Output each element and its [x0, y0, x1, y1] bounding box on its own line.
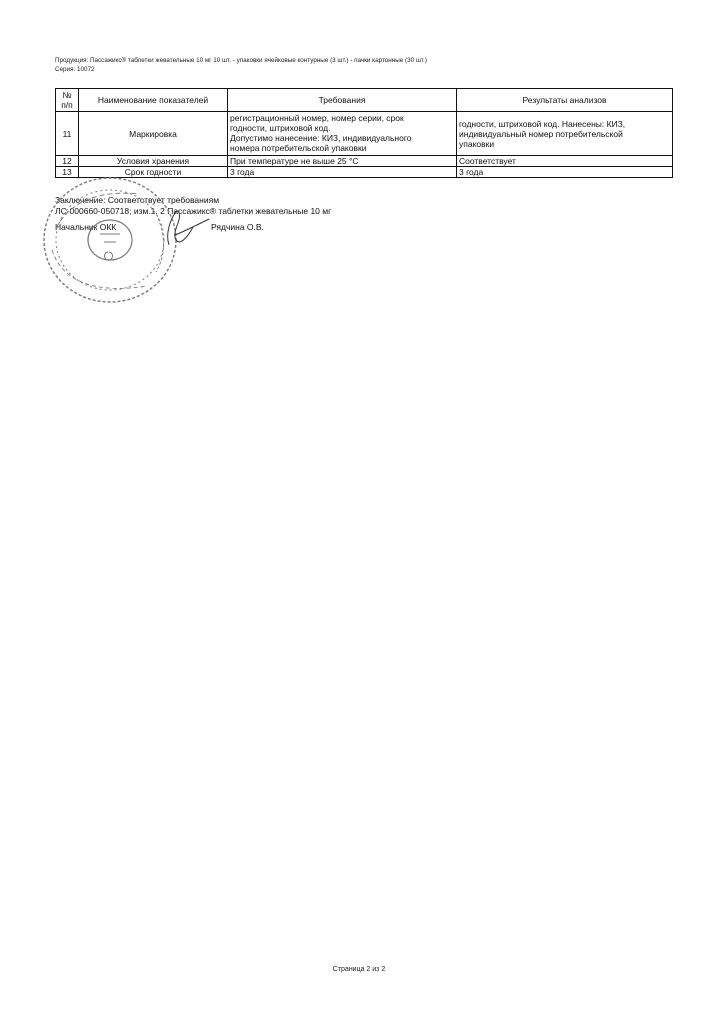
row-results [457, 112, 673, 156]
req-line: номера потребительской упаковки [230, 143, 367, 153]
conclusion-line: Заключение: Соответствует требованиям [55, 195, 220, 205]
signatory-name: Рядчина О.В. [211, 222, 264, 232]
row-num: 11 [56, 112, 79, 156]
col-num-header: № п/п [56, 89, 79, 112]
col-name-header: Наименование показателей [79, 89, 228, 112]
row-requirements: При температуре не выше 25 °С [228, 156, 457, 167]
row-requirements: 3 года [228, 167, 457, 178]
req-line: Допустимо нанесение: КИЗ, индивидуального [230, 133, 412, 143]
res-line: годности, штриховой код. Нанесены: КИЗ, [459, 118, 626, 129]
table-row [56, 156, 673, 167]
row-num: 13 [56, 167, 79, 178]
signatory-title: Начальник ОКК [55, 222, 117, 232]
series-line: Серия: 10072 [55, 66, 95, 73]
page-number: Страница 2 из 2 [332, 966, 386, 973]
col-req-header: Требования [228, 89, 457, 112]
signature-icon [145, 205, 215, 250]
conclusion-reference: ЛС-000660-050718; изм.1, 2 Пассажикс® таблетки жевательные 10 мг [55, 206, 332, 216]
req-line: регистрационный номер, номер серии, срок [230, 113, 404, 123]
product-line: Продукция: Пассажикс® таблетки жевательные 10 мг 10 шт. - упаковки ячейковые контурные (3 шт.) - пачки картонные (30 шт.) [55, 57, 427, 64]
row-results: Соответствует [457, 156, 673, 167]
res-line: индивидуальный номер потребительской [459, 128, 623, 139]
row-name: Условия хранения [79, 156, 228, 167]
row-requirements [228, 112, 457, 156]
col-res-header: Результаты анализов [457, 89, 673, 112]
res-line: упаковки [459, 138, 495, 149]
row-num: 12 [56, 156, 79, 167]
row-name: Маркировка [79, 112, 228, 156]
row-name: Срок годности [79, 167, 228, 178]
results-table [55, 88, 673, 178]
req-line: годности, штриховой код. [230, 123, 331, 133]
table-header-row [56, 89, 673, 112]
table-row [56, 112, 673, 156]
row-results: 3 года [457, 167, 673, 178]
